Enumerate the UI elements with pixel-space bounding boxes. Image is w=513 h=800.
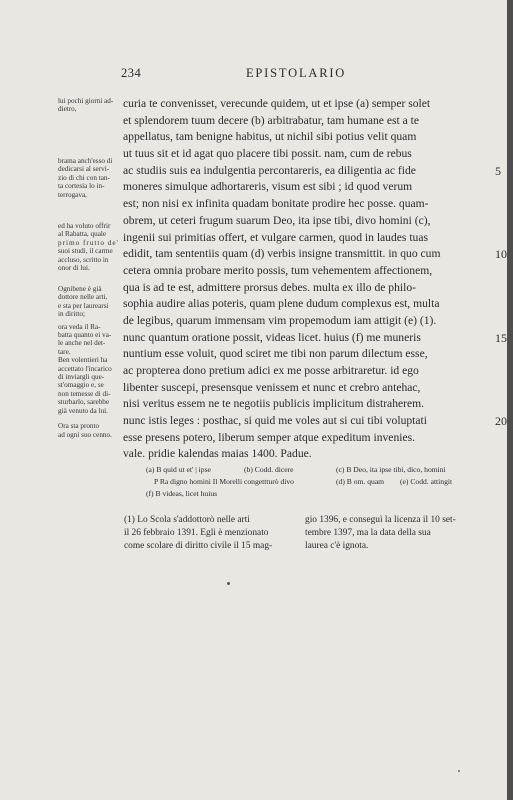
text-line: [123, 230, 465, 247]
apparatus-row: [146, 464, 466, 476]
text-line: [123, 280, 465, 297]
text-line-content: ut tuus sit et id agat quo placere tibi possit. nam, cum de rebus: [123, 147, 412, 161]
apparatus-note: (c) B Deo, ita ipse tibi, dico, homini: [336, 465, 446, 474]
footnote-line: gio 1396, e conseguì la licenza il 10 set-: [305, 515, 456, 525]
margin-note-line: Ora sta pronto: [58, 422, 100, 431]
apparatus-note: (b) Codd. dicere: [244, 465, 294, 474]
margin-note-line: di inviargli que-: [58, 373, 105, 382]
text-line: [123, 363, 465, 380]
text-line-content: ingenii sui primitias offert, et vulgare carmen, quod in laudes tuas: [123, 230, 429, 244]
margin-note-line: terrogava,: [58, 190, 87, 199]
text-line: [123, 430, 465, 447]
margin-note-line: st'omaggio e, se: [58, 381, 104, 390]
page-number: 234: [121, 66, 142, 80]
margin-note-line: sturbarlo, sarebbe: [58, 398, 110, 407]
apparatus-note: (a) B quid ut et' | ipse: [146, 465, 211, 474]
text-line-content: est; non nisi ex infinita quadam bonitate prodire hec posse. quam-: [123, 197, 429, 211]
margin-note-line: ed ha voluto offrir: [58, 222, 111, 230]
critical-apparatus: [146, 464, 466, 501]
footnote-line: come scolare di diritto civile il 15 mag-: [124, 541, 273, 552]
footnote-left-column: [124, 514, 294, 554]
margin-note-line: le anche nel det-: [58, 339, 106, 348]
margin-note-line: suoi studi, il carme: [58, 247, 113, 256]
footnote-line: il 26 febbraio 1391. Egli è menzionato: [124, 528, 269, 539]
margin-note-line: accettato l'incarico: [58, 364, 112, 373]
text-line: [123, 146, 465, 163]
margin-note-line: tare.: [58, 347, 71, 356]
page-header: [0, 66, 513, 82]
line-number: 15: [495, 330, 507, 345]
running-title: EPISTOLARIO: [246, 66, 347, 80]
text-line: [123, 213, 465, 230]
text-line: [123, 96, 465, 113]
footnote-line: laurea c'è ignota.: [305, 541, 369, 552]
margin-note-line: lui pochi giorni ad-: [58, 97, 114, 105]
margin-note-line: onor di lui.: [58, 264, 90, 273]
margin-note-line: al Rabatta, quale: [58, 230, 107, 239]
paper-speck: [458, 770, 460, 772]
text-line-content: moneres simulque adhortareris, visum est sibi ; id quod verum: [123, 180, 413, 194]
text-line-content: appellatus, tam benigne habitus, ut nichil sibi potius velit quam: [123, 130, 417, 144]
text-line-content: cetera omnia probare merito possis, tum vehementem affectionem,: [123, 263, 433, 277]
text-line-content: nunc quantum oratione possit, videas licet. huius (f) me muneris: [123, 330, 421, 344]
margin-note-line: dietro,: [58, 105, 77, 114]
page-edge-shadow: [507, 0, 513, 800]
apparatus-row: [146, 488, 466, 500]
paper-speck: [227, 582, 230, 585]
margin-note-line: Ognibene è già: [58, 285, 102, 293]
margin-note-1: [58, 97, 120, 114]
margin-note-line: non temesse di di-: [58, 389, 111, 398]
text-line: [123, 196, 465, 213]
line-number: 20: [495, 414, 507, 429]
text-line-content: ac studiis suis ea indulgentia percontareris, ea diligentia ac fide: [123, 163, 416, 177]
margin-note-line: ad ogni suo cenno.: [58, 430, 112, 439]
text-line: [123, 296, 465, 313]
text-line-content: de legibus, quarum immensam vim propemodum iam attigit (e) (1).: [123, 313, 437, 327]
letter-text: [123, 96, 507, 463]
text-line-content: nuntium esse voluit, quod sciret me tibi non parum dilectum esse,: [123, 347, 428, 361]
footnote-line: (1) Lo Scola s'addottorò nelle arti: [124, 515, 250, 525]
text-line-content: qua is ad te est, admittere prorsus debes. multa ex illo de philo-: [123, 280, 416, 294]
margin-note-line: primo frutto de': [58, 238, 119, 247]
footnote-right-column: [305, 514, 475, 554]
text-line-content: et splendorem tuum decere (b) arbitrabatur, tam humane est a te: [123, 113, 420, 127]
text-line-content: sophia audire alias poteris, quam plene dudum complexus est, multa: [123, 297, 440, 311]
margin-note-line: ta cortesia lo in-: [58, 182, 105, 191]
margin-note-line: batta quanto ei va-: [58, 331, 112, 340]
text-line-content: vale. pridie kalendas maias 1400. Padue.: [123, 447, 312, 461]
margin-note-spacer: [58, 415, 120, 422]
text-line-content: esse presens potero, liberum semper atque expeditum invenies.: [123, 430, 416, 444]
apparatus-note: (f) B videas, licet huius: [146, 489, 218, 499]
text-line: [123, 113, 465, 130]
margin-note-2: [58, 157, 120, 199]
margin-note-line: e sta per laurearsi: [58, 301, 109, 310]
text-line: [123, 380, 465, 397]
text-line-content: nunc istis leges : posthac, si quid me voles aut si cui tibi voluptati: [123, 414, 427, 428]
text-line: [123, 246, 507, 263]
margin-note-line: dedicarsi al servi-: [58, 165, 110, 174]
margin-note-line: dottore nelle arti,: [58, 293, 108, 302]
apparatus-row: [146, 476, 466, 488]
apparatus-note: P Ra digno homini Il Morelli congettturò divo: [154, 477, 294, 487]
apparatus-note: (e) Codd. attingit: [400, 477, 453, 487]
text-line-content: nisi veritus essem ne te negotiis publicis implicitum distraherem.: [123, 397, 425, 411]
text-line: [123, 263, 465, 280]
text-line-content: edidit, tam sententiis quam (d) verbis insigne transmittit. in quo cum: [123, 247, 441, 261]
margin-note-line: brama anch'esso di: [58, 157, 113, 165]
text-line: [123, 413, 507, 430]
text-line: [123, 129, 465, 146]
text-line: [123, 313, 465, 330]
margin-note-line: già venuto da lui.: [58, 406, 108, 415]
text-line-content: obrem, ut ceteri frugum suarum Deo, ita ipse tibi, divo homini (c),: [123, 213, 431, 227]
margin-note-line: Ben volentieri ha: [58, 356, 108, 365]
apparatus-note: (d) B om. quam: [336, 477, 385, 487]
margin-note-4: [58, 285, 120, 439]
text-line: [123, 396, 465, 413]
text-line-content: libenter suscepi, presensque venissem et nunc et crebro antehac,: [123, 380, 421, 394]
footnote-line: tembre 1397, ma la data della sua: [305, 528, 431, 539]
text-line: [123, 446, 465, 463]
line-number: 5: [495, 163, 501, 178]
text-line: [123, 163, 501, 180]
text-line: [123, 330, 507, 347]
margin-note-line: in diritto;: [58, 310, 85, 319]
margin-note-line: accluso, scritto in: [58, 255, 109, 264]
margin-note-3: [58, 222, 120, 272]
text-line: [123, 179, 465, 196]
margin-note-line: zio di chi con tan-: [58, 173, 110, 182]
margin-note-line: ora veda il Ra-: [58, 322, 101, 331]
text-line-content: ac propterea dono pretium adici ex me posse arbitraretur. id ego: [123, 364, 419, 377]
line-number: 10: [495, 247, 507, 262]
text-line: [123, 346, 465, 363]
text-line-content: curia te convenisset, verecunde quidem, ut et ipse (a) semper solet: [123, 97, 431, 110]
